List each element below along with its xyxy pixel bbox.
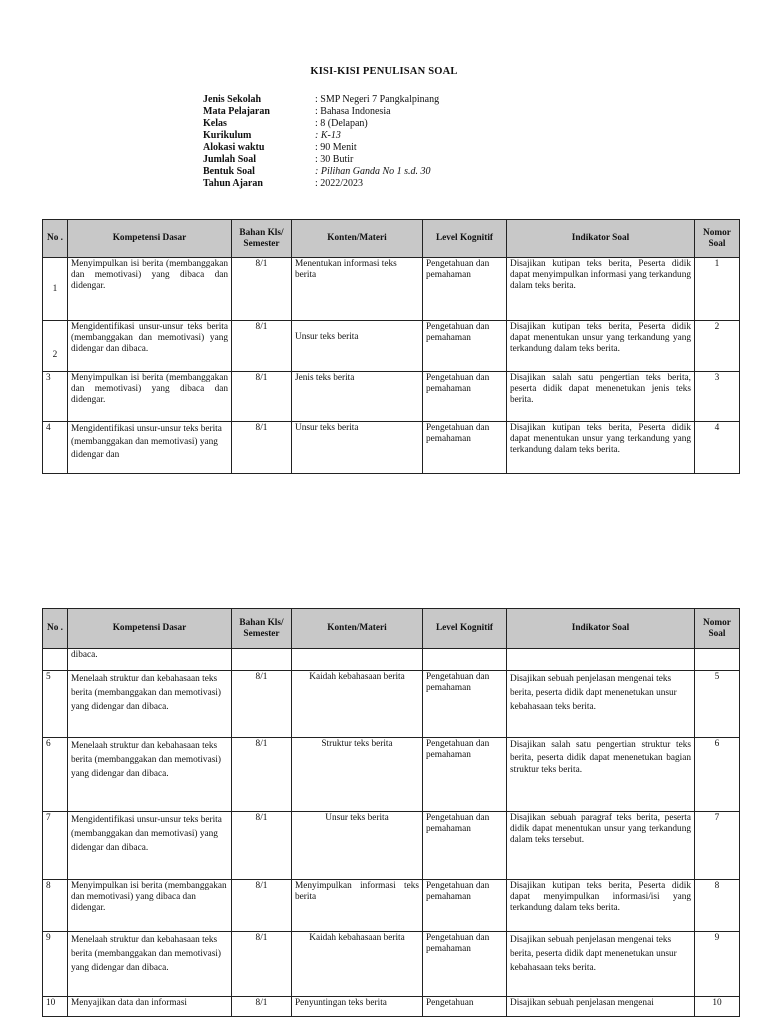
- cell-bahan: 8/1: [232, 738, 292, 812]
- info-value: : Pilihan Ganda No 1 s.d. 30: [315, 166, 431, 177]
- cell-konten: Menentukan informasi teks berita: [292, 258, 423, 321]
- info-row-school-year: [203, 178, 439, 190]
- table-row: [43, 812, 740, 880]
- cell-kompetensi-dasar: Menyajikan data dan informasi: [68, 997, 232, 1017]
- cell-konten: Jenis teks berita: [292, 372, 423, 422]
- header-indikator: Indikator Soal: [507, 609, 695, 649]
- header-level: Level Kognitif: [423, 609, 507, 649]
- cell-nomor: 8: [695, 880, 740, 932]
- cell-bahan: 8/1: [232, 997, 292, 1017]
- cell-no: 4: [43, 422, 68, 474]
- cell-no: 10: [43, 997, 68, 1017]
- cell-bahan: [232, 649, 292, 671]
- cell-indikator: Disajikan salah satu pengertian teks berita, peserta didik dapat menenetukan jenis teks berita.: [507, 372, 695, 422]
- cell-indikator: Disajikan sebuah penjelasan mengenai: [507, 997, 695, 1017]
- info-value: : SMP Negeri 7 Pangkalpinang: [315, 94, 440, 105]
- cell-bahan: 8/1: [232, 932, 292, 997]
- cell-nomor: 2: [695, 321, 740, 372]
- cell-nomor: 10: [695, 997, 740, 1017]
- info-label: Bentuk Soal: [203, 166, 255, 177]
- cell-kompetensi-dasar: Mengidentifikasi unsur-unsur teks berita (membanggakan dan memotivasi) yang didengar dan dibaca.: [68, 321, 232, 372]
- cell-level: Pengetahuan dan pemahaman: [423, 738, 507, 812]
- cell-no: 1: [43, 258, 68, 321]
- cell-indikator: Disajikan sebuah penjelasan mengenai teks berita, peserta didik dapt menenetukan unsur kebahasaan teks berita.: [507, 671, 695, 738]
- table-row: [43, 649, 740, 671]
- cell-konten: Struktur teks berita: [292, 738, 423, 812]
- kisi-table-2: [42, 608, 740, 1017]
- cell-no: 5: [43, 671, 68, 738]
- cell-no: [43, 649, 68, 671]
- cell-indikator: Disajikan kutipan teks berita, Peserta didik dapat menentukan unsur yang terkandung yang terkandung dalam teks berita.: [507, 422, 695, 474]
- cell-nomor: 5: [695, 671, 740, 738]
- cell-kompetensi-dasar: Menyimpulkan isi berita (membanggakan dan memotivasi) yang dibaca dan didengar.: [68, 372, 232, 422]
- header-konten: Konten/Materi: [292, 220, 423, 258]
- info-row-school: [203, 94, 439, 106]
- info-label: Jenis Sekolah: [203, 94, 262, 105]
- info-label: Alokasi waktu: [203, 142, 265, 153]
- table-row: [43, 997, 740, 1017]
- cell-level: Pengetahuan dan pemahaman: [423, 422, 507, 474]
- cell-no: 8: [43, 880, 68, 932]
- cell-no: 7: [43, 812, 68, 880]
- cell-kompetensi-dasar: dibaca.: [68, 649, 232, 671]
- cell-indikator: Disajikan sebuah penjelasan mengenai teks berita, peserta didik dapt menenetukan unsur kebahasaan teks berita.: [507, 932, 695, 997]
- header-nomor: Nomor Soal: [695, 609, 740, 649]
- info-row-curriculum: [203, 130, 439, 142]
- cell-level: Pengetahuan dan pemahaman: [423, 372, 507, 422]
- cell-nomor: 3: [695, 372, 740, 422]
- cell-konten: Kaidah kebahasaan berita: [292, 932, 423, 997]
- cell-no: 2: [43, 321, 68, 372]
- cell-nomor: [695, 649, 740, 671]
- cell-bahan: 8/1: [232, 258, 292, 321]
- header-nomor: Nomor Soal: [695, 220, 740, 258]
- info-label: Kurikulum: [203, 130, 252, 141]
- table-row: [43, 422, 740, 474]
- info-value: : 90 Menit: [315, 142, 357, 153]
- table-row: [43, 258, 740, 321]
- cell-kompetensi-dasar: Menelaah struktur dan kebahasaan teks berita (membanggakan dan memotivasi) yang didengar dan dibaca.: [68, 738, 232, 812]
- cell-nomor: 7: [695, 812, 740, 880]
- cell-bahan: 8/1: [232, 671, 292, 738]
- cell-bahan: 8/1: [232, 422, 292, 474]
- cell-indikator: Disajikan kutipan teks berita, Peserta didik dapat menentukan unsur yang terkandung yang terkandung dalam teks berita.: [507, 321, 695, 372]
- header-level: Level Kognitif: [423, 220, 507, 258]
- info-label: Kelas: [203, 118, 227, 129]
- cell-nomor: 9: [695, 932, 740, 997]
- cell-bahan: 8/1: [232, 812, 292, 880]
- header-indikator: Indikator Soal: [507, 220, 695, 258]
- cell-no: 3: [43, 372, 68, 422]
- cell-indikator: Disajikan salah satu pengertian struktur teks berita, peserta didik dapat menenetukan bagian struktur teks berita.: [507, 738, 695, 812]
- header-no: No .: [43, 220, 68, 258]
- cell-konten: Unsur teks berita: [292, 812, 423, 880]
- cell-konten: Kaidah kebahasaan berita: [292, 671, 423, 738]
- cell-level: Pengetahuan dan pemahaman: [423, 671, 507, 738]
- table-row: [43, 738, 740, 812]
- info-label: Tahun Ajaran: [203, 178, 263, 189]
- info-label: Jumlah Soal: [203, 154, 257, 165]
- cell-level: Pengetahuan dan pemahaman: [423, 932, 507, 997]
- cell-no: 6: [43, 738, 68, 812]
- info-row-time: [203, 142, 439, 154]
- document-title: KISI-KISI PENULISAN SOAL: [310, 66, 458, 77]
- cell-level: [423, 649, 507, 671]
- header-bahan: Bahan Kls/ Semester: [232, 220, 292, 258]
- info-value: : 2022/2023: [315, 178, 364, 189]
- header-kompetensi-dasar: Kompetensi Dasar: [68, 220, 232, 258]
- table-row: [43, 321, 740, 372]
- cell-bahan: 8/1: [232, 880, 292, 932]
- info-label: Mata Pelajaran: [203, 106, 270, 117]
- cell-indikator: Disajikan kutipan teks berita, Peserta didik dapat menyimpulkan informasi/isi yang terkandung dalam teks berita.: [507, 880, 695, 932]
- document-info: [203, 94, 439, 190]
- table-header-row: [43, 220, 740, 258]
- info-row-question-form: [203, 166, 439, 178]
- header-bahan: Bahan Kls/ Semester: [232, 609, 292, 649]
- cell-konten: Unsur teks berita: [292, 321, 423, 372]
- cell-level: Pengetahuan: [423, 997, 507, 1017]
- info-row-class: [203, 118, 439, 130]
- cell-nomor: 6: [695, 738, 740, 812]
- info-value: : 8 (Delapan): [315, 118, 368, 129]
- cell-level: Pengetahuan dan pemahaman: [423, 258, 507, 321]
- table-row: [43, 880, 740, 932]
- info-value: : 30 Butir: [315, 154, 354, 165]
- cell-no: 9: [43, 932, 68, 997]
- cell-kompetensi-dasar: Menyimpulkan isi berita (membanggakan dan memotivasi) yang dibaca dan didengar.: [68, 258, 232, 321]
- cell-indikator: Disajikan kutipan teks berita, Peserta didik dapat menyimpulkan informasi yang terkandung dalam teks berita.: [507, 258, 695, 321]
- cell-kompetensi-dasar: Mengidentifikasi unsur-unsur teks berita (membanggakan dan memotivasi) yang didengar dan: [68, 422, 232, 474]
- info-row-subject: [203, 106, 439, 118]
- header-no: No .: [43, 609, 68, 649]
- cell-konten: [292, 649, 423, 671]
- cell-konten: Penyuntingan teks berita: [292, 997, 423, 1017]
- cell-kompetensi-dasar: Mengidentifikasi unsur-unsur teks berita (membanggakan dan memotivasi) yang didengar dan dibaca.: [68, 812, 232, 880]
- info-value: : Bahasa Indonesia: [315, 106, 391, 117]
- cell-nomor: 1: [695, 258, 740, 321]
- table-header-row: [43, 609, 740, 649]
- cell-kompetensi-dasar: Menelaah struktur dan kebahasaan teks berita (membanggakan dan memotivasi) yang didengar dan dibaca.: [68, 932, 232, 997]
- cell-konten: Unsur teks berita: [292, 422, 423, 474]
- cell-nomor: 4: [695, 422, 740, 474]
- header-konten: Konten/Materi: [292, 609, 423, 649]
- cell-bahan: 8/1: [232, 321, 292, 372]
- cell-bahan: 8/1: [232, 372, 292, 422]
- info-value: : K-13: [315, 130, 341, 141]
- cell-kompetensi-dasar: Menyimpulkan isi berita (membanggakan dan memotivasi) yang dibaca dan didengar.: [68, 880, 232, 932]
- table-row: [43, 932, 740, 997]
- cell-indikator: [507, 649, 695, 671]
- header-kompetensi-dasar: Kompetensi Dasar: [68, 609, 232, 649]
- cell-konten: Menyimpulkan informasi teks berita: [292, 880, 423, 932]
- cell-level: Pengetahuan dan pemahaman: [423, 321, 507, 372]
- cell-kompetensi-dasar: Menelaah struktur dan kebahasaan teks berita (membanggakan dan memotivasi) yang didengar dan dibaca.: [68, 671, 232, 738]
- cell-level: Pengetahuan dan pemahaman: [423, 880, 507, 932]
- info-row-question-count: [203, 154, 439, 166]
- table-row: [43, 372, 740, 422]
- kisi-table-1: [42, 219, 740, 474]
- cell-level: Pengetahuan dan pemahaman: [423, 812, 507, 880]
- cell-indikator: Disajikan sebuah paragraf teks berita, peserta didik dapat menentukan unsur yang terkandung dalam teks tersebut.: [507, 812, 695, 880]
- table-row: [43, 671, 740, 738]
